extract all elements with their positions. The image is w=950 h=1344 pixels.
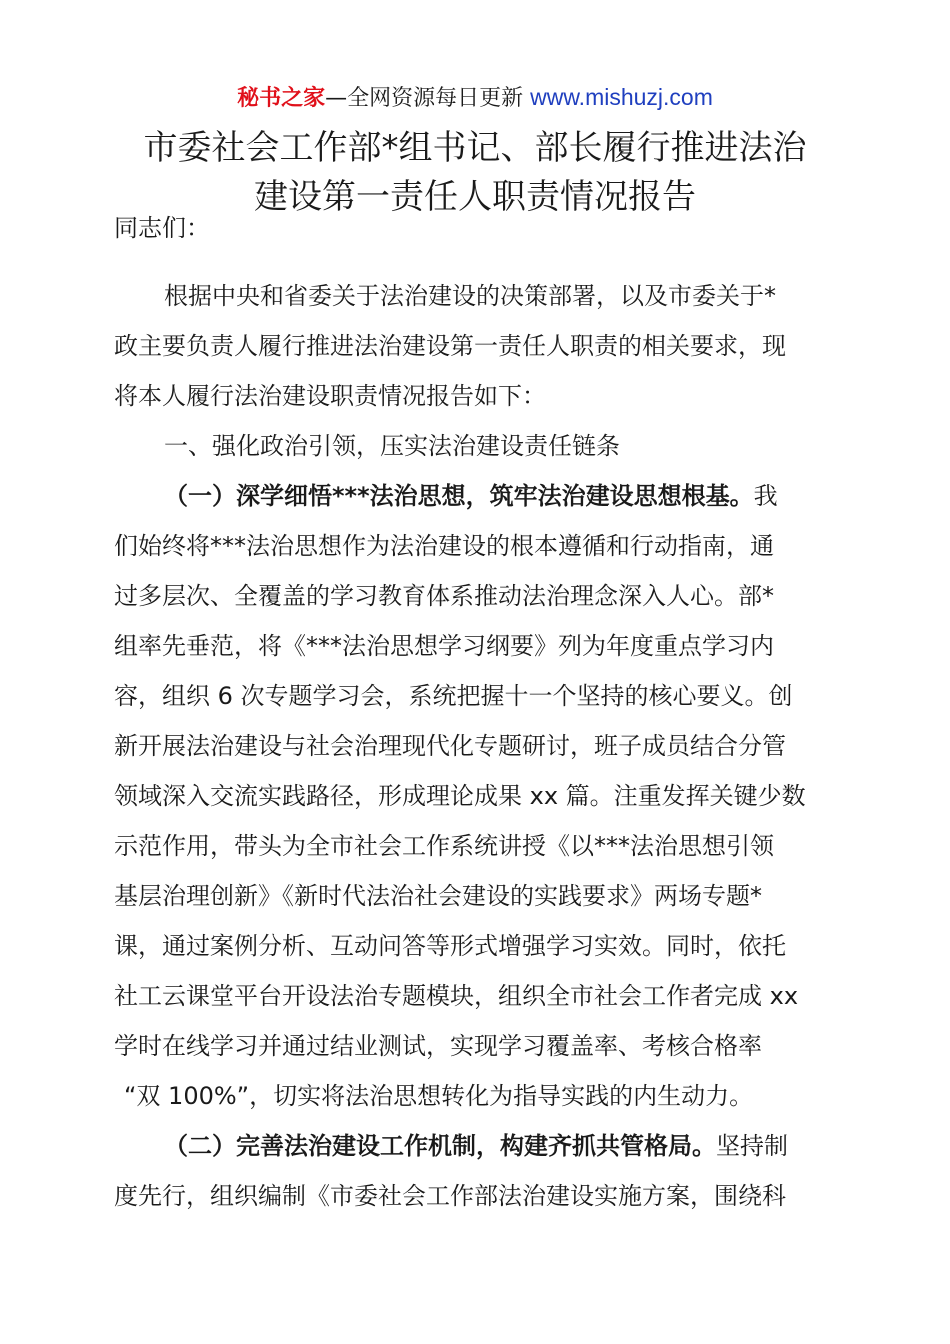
subsection-1-line: 新开展法治建设与社会治理现代化专题研讨，班子成员结合分管	[114, 732, 786, 760]
subsection-1-line: 组率先垂范，将《***法治思想学习纲要》列为年度重点学习内	[114, 632, 774, 660]
paragraph-intro-line: 政主要负责人履行推进法治建设第一责任人职责的相关要求，现	[114, 332, 786, 360]
subsection-1-title: （一）深学细悟***法治思想，筑牢法治建设思想根基。	[164, 482, 754, 510]
document-title-line-2: 建设第一责任人职责情况报告	[254, 177, 696, 217]
banner-url-link[interactable]: www.mishuzj.com	[530, 84, 713, 110]
subsection-1-line: 课，通过案例分析、互动问答等形式增强学习实效。同时，依托	[114, 932, 786, 960]
subsection-1-line: 们始终将***法治思想作为法治建设的根本遵循和行动指南，通	[114, 532, 774, 560]
subsection-2-line: 度先行，组织编制《市委社会工作部法治建设实施方案，围绕科	[114, 1182, 786, 1210]
subsection-2-text: 坚持制	[716, 1132, 788, 1160]
greeting: 同志们：	[114, 214, 210, 242]
subsection-1-line: 过多层次、全覆盖的学习教育体系推动法治理念深入人心。部*	[114, 582, 774, 610]
banner-brand: 秘书之家	[237, 86, 326, 111]
banner-tagline: —全网资源每日更新	[325, 86, 524, 111]
paragraph-intro-line: 将本人履行法治建设职责情况报告如下：	[114, 382, 546, 410]
subsection-1-line: 示范作用，带头为全市社会工作系统讲授《以***法治思想引领	[114, 832, 774, 860]
subsection-1-line: “双 100%”，切实将法治思想转化为指导实践的内生动力。	[124, 1082, 754, 1110]
subsection-1-line: 领域深入交流实践路径，形成理论成果 xx 篇。注重发挥关键少数	[114, 782, 806, 810]
subsection-2-title: （二）完善法治建设工作机制，构建齐抓共管格局。	[164, 1132, 716, 1160]
site-banner	[0, 82, 950, 114]
subsection-1-text: 我	[753, 482, 778, 510]
subsection-1-first-line	[164, 471, 894, 521]
subsection-1-line: 学时在线学习并通过结业测试，实现学习覆盖率、考核合格率	[114, 1032, 762, 1060]
document-title-line-1: 市委社会工作部*组书记、部长履行推进法治	[143, 128, 807, 168]
subsection-1-line: 基层治理创新》《新时代法治社会建设的实践要求》两场专题*	[114, 882, 762, 910]
subsection-1-line: 容，组织 6 次专题学习会，系统把握十一个坚持的核心要义。创	[114, 682, 793, 710]
subsection-1-line: 社工云课堂平台开设法治专题模块，组织全市社会工作者完成 xx	[114, 982, 799, 1010]
section-heading-1: 一、强化政治引领，压实法治建设责任链条	[164, 432, 620, 460]
subsection-2-first-line	[164, 1121, 894, 1171]
paragraph-intro-line: 根据中央和省委关于法治建设的决策部署，以及市委关于*	[164, 282, 776, 310]
